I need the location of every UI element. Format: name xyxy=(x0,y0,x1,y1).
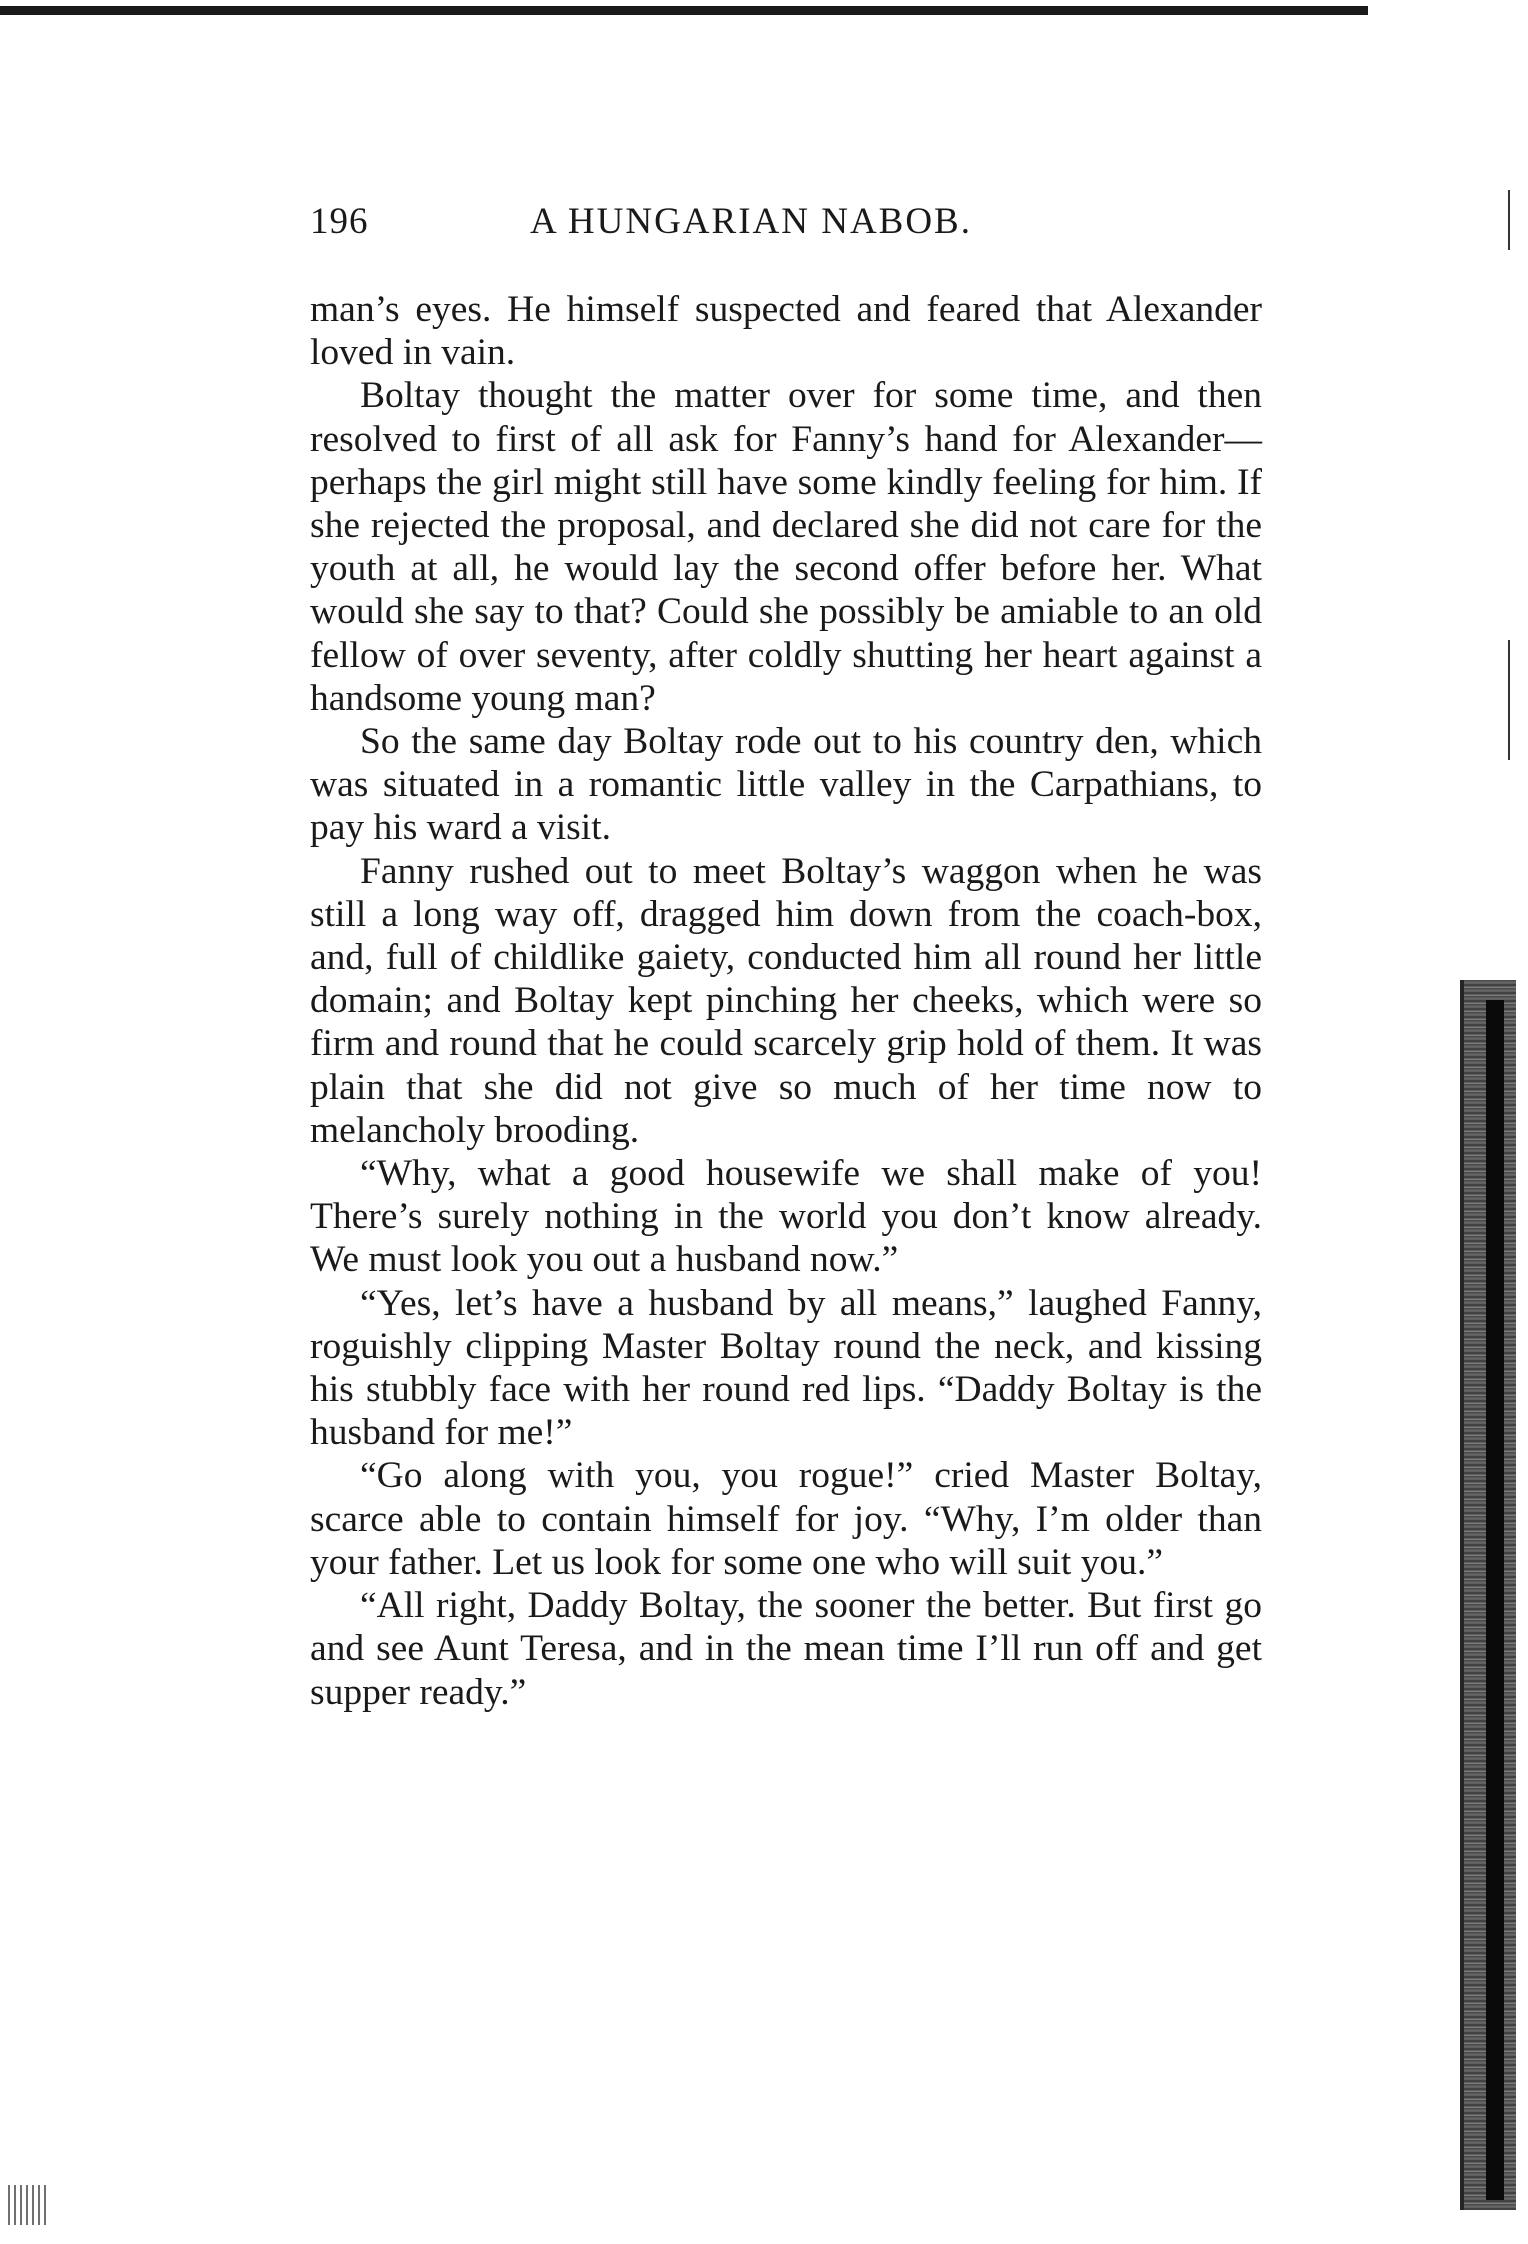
paragraph-2: Boltay thought the matter over for some time, and then resolved to first of all ask for Fanny’s hand for Alexander—perhaps the girl might still have some kindly feeling for him. If she rejected the proposal, and declared she did not care for the youth at all, he would lay the second offer before her. What would she say to that? Could she possibly be amiable to an old fellow of over seventy, after coldly shutting her heart against a handsome young man? xyxy=(310,375,1262,719)
scan-corner-marks xyxy=(8,2185,48,2225)
paragraph-5: “Why, what a good housewife we shall make of you! There’s surely nothing in the world you don’t know already. We must look you out a husband now.” xyxy=(310,1153,1262,1281)
paragraph-6: “Yes, let’s have a husband by all means,” laughed Fanny, roguishly clipping Master Boltay round the neck, and kissing his stubbly face with her round red lips. “Daddy Boltay is the husband for me!” xyxy=(310,1282,1262,1454)
paragraph-3: So the same day Boltay rode out to his country den, which was situated in a romantic little valley in the Carpathians, to pay his ward a visit. xyxy=(310,721,1262,849)
paragraph-8: “All right, Daddy Boltay, the sooner the better. But first go and see Aunt Teresa, and in the mean time I’ll run off and get supper ready.” xyxy=(310,1585,1262,1713)
paragraph-7: “Go along with you, you rogue!” cried Master Boltay, scarce able to contain himself for joy. “Why, I’m older than your father. Let us look for some one who will suit you.” xyxy=(310,1455,1262,1583)
page-edge-dark-band xyxy=(1486,1000,1504,2200)
paragraph-1: man’s eyes. He himself suspected and feared that Alexander loved in vain. xyxy=(310,289,1262,374)
running-head xyxy=(310,200,1270,260)
page-number: 196 xyxy=(310,201,369,242)
body-text xyxy=(310,288,1262,1714)
running-title: A HUNGARIAN NABOB. xyxy=(530,201,972,242)
top-border-rule xyxy=(0,6,1368,15)
edge-mark xyxy=(1508,190,1510,250)
edge-mark xyxy=(1508,640,1510,760)
paragraph-4: Fanny rushed out to meet Boltay’s waggon when he was still a long way off, dragged him down from the coach-box, and, full of childlike gaiety, conducted him all round her little domain; and Boltay kept pinching her cheeks, which were so firm and round that he could scarcely grip hold of them. It was plain that she did not give so much of her time now to melancholy brooding. xyxy=(310,850,1262,1151)
